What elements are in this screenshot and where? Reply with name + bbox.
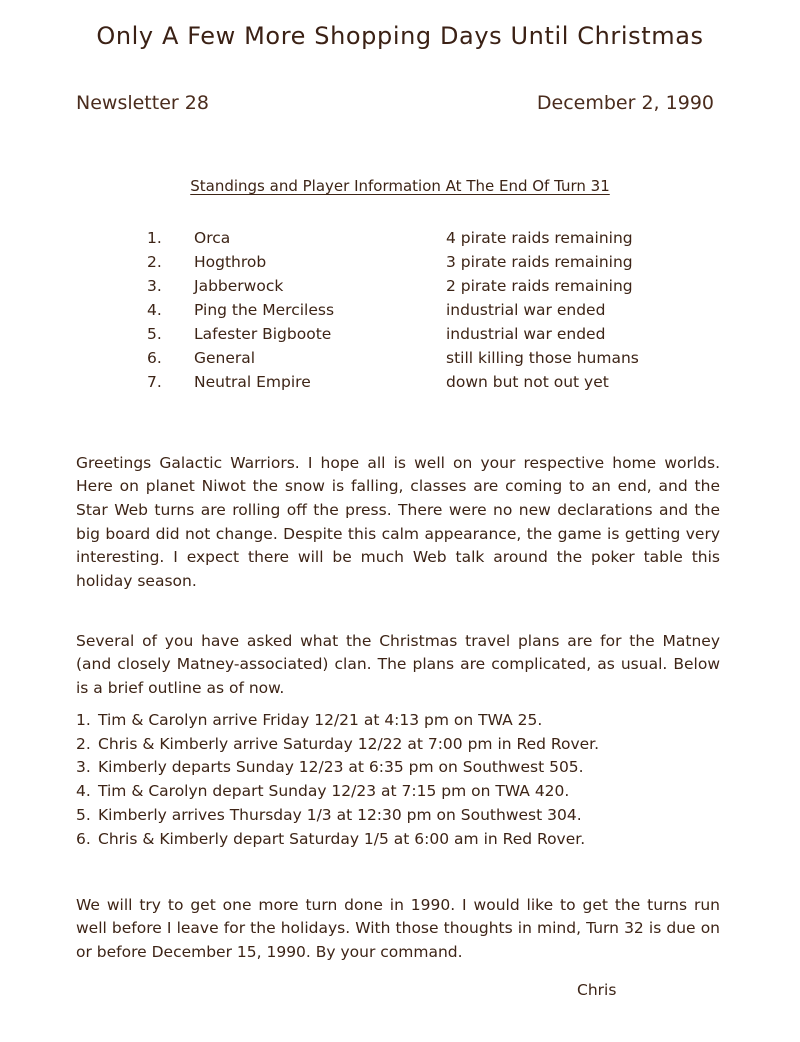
newsletter-date: December 2, 1990: [536, 92, 714, 114]
standing-row: [147, 346, 687, 370]
travel-plan-list: [76, 709, 736, 851]
standing-rank: 7.: [147, 373, 162, 391]
newsletter-title: Only A Few More Shopping Days Until Christmas: [96, 22, 704, 50]
travel-plan-number: 2.: [76, 734, 91, 753]
travel-plan-number: 1.: [76, 711, 91, 729]
travel-plan-item: [76, 828, 736, 852]
standing-status: down but not out yet: [446, 373, 609, 391]
standing-row: [147, 322, 687, 346]
travel-plan-text: Kimberly departs Sunday 12/23 at 6:35 pm on Southwest 505.: [98, 758, 584, 777]
standing-rank: 5.: [147, 325, 162, 343]
travel-plan-item: [76, 733, 736, 757]
travel-plan-number: 3.: [76, 758, 91, 777]
travel-plan-item: [76, 709, 736, 733]
travel-plan-item: [76, 756, 736, 780]
newsletter-issue: Newsletter 28: [76, 92, 209, 114]
standing-status: industrial war ended: [446, 325, 606, 343]
travel-plan-text: Kimberly arrives Thursday 1/3 at 12:30 pm on Southwest 304.: [98, 805, 582, 824]
standing-name: Orca: [194, 229, 231, 247]
standing-rank: 1.: [147, 229, 162, 247]
travel-intro-paragraph: Several of you have asked what the Christmas travel plans are for the Matney (and closely Matney-associated) clan. The plans are complicated, as usual. Below is a brief outline as of now.: [76, 631, 720, 697]
standing-status: 4 pirate raids remaining: [446, 229, 633, 247]
travel-plan-item: [76, 804, 736, 828]
standing-status: 2 pirate raids remaining: [446, 277, 633, 295]
standings-list: [147, 226, 687, 394]
travel-plan-number: 4.: [76, 782, 91, 801]
travel-plan-item: [76, 780, 736, 804]
standing-row: [147, 250, 687, 274]
standing-name: Hogthrob: [194, 253, 267, 271]
standing-row: [147, 298, 687, 322]
travel-plan-text: Chris & Kimberly arrive Saturday 12/22 at 7:00 pm in Red Rover.: [98, 734, 600, 753]
standing-rank: 6.: [147, 349, 162, 367]
standing-name: Jabberwock: [194, 277, 284, 295]
standing-row: [147, 370, 687, 394]
travel-plan-text: Chris & Kimberly depart Saturday 1/5 at 6:00 am in Red Rover.: [98, 829, 586, 848]
standing-rank: 2.: [147, 253, 162, 271]
standing-status: still killing those humans: [446, 349, 639, 367]
standing-rank: 4.: [147, 301, 162, 319]
standing-name: Neutral Empire: [194, 373, 311, 391]
standing-status: 3 pirate raids remaining: [446, 253, 633, 271]
signature: Chris: [577, 981, 617, 999]
standing-name: General: [194, 349, 256, 367]
standing-rank: 3.: [147, 277, 162, 295]
standing-status: industrial war ended: [446, 301, 606, 319]
standing-name: Lafester Bigboote: [194, 325, 332, 343]
standing-name: Ping the Merciless: [194, 301, 335, 319]
standings-heading: Standings and Player Information At The End Of Turn 31: [190, 177, 610, 195]
standing-row: [147, 226, 687, 250]
greeting-paragraph: Greetings Galactic Warriors. I hope all is well on your respective home worlds. Here on planet Niwot the snow is falling, classes are coming to an end, and the Star Web turns are rolling off the press. There were no new declarations and the big board did not change. Despite this calm appearance, the game is getting very interesting. I expect there will be much Web talk around the poker table this holiday season.: [76, 453, 720, 591]
travel-plan-number: 5.: [76, 805, 91, 824]
standing-row: [147, 274, 687, 298]
closing-paragraph: We will try to get one more turn done in 1990. I would like to get the turns run well before I leave for the holidays. With those thoughts in mind, Turn 32 is due on or before December 15, 1990. By your command.: [76, 895, 720, 961]
travel-plan-number: 6.: [76, 829, 91, 848]
travel-plan-text: Tim & Carolyn arrive Friday 12/21 at 4:13 pm on TWA 25.: [98, 711, 543, 729]
travel-plan-text: Tim & Carolyn depart Sunday 12/23 at 7:15 pm on TWA 420.: [98, 782, 570, 801]
